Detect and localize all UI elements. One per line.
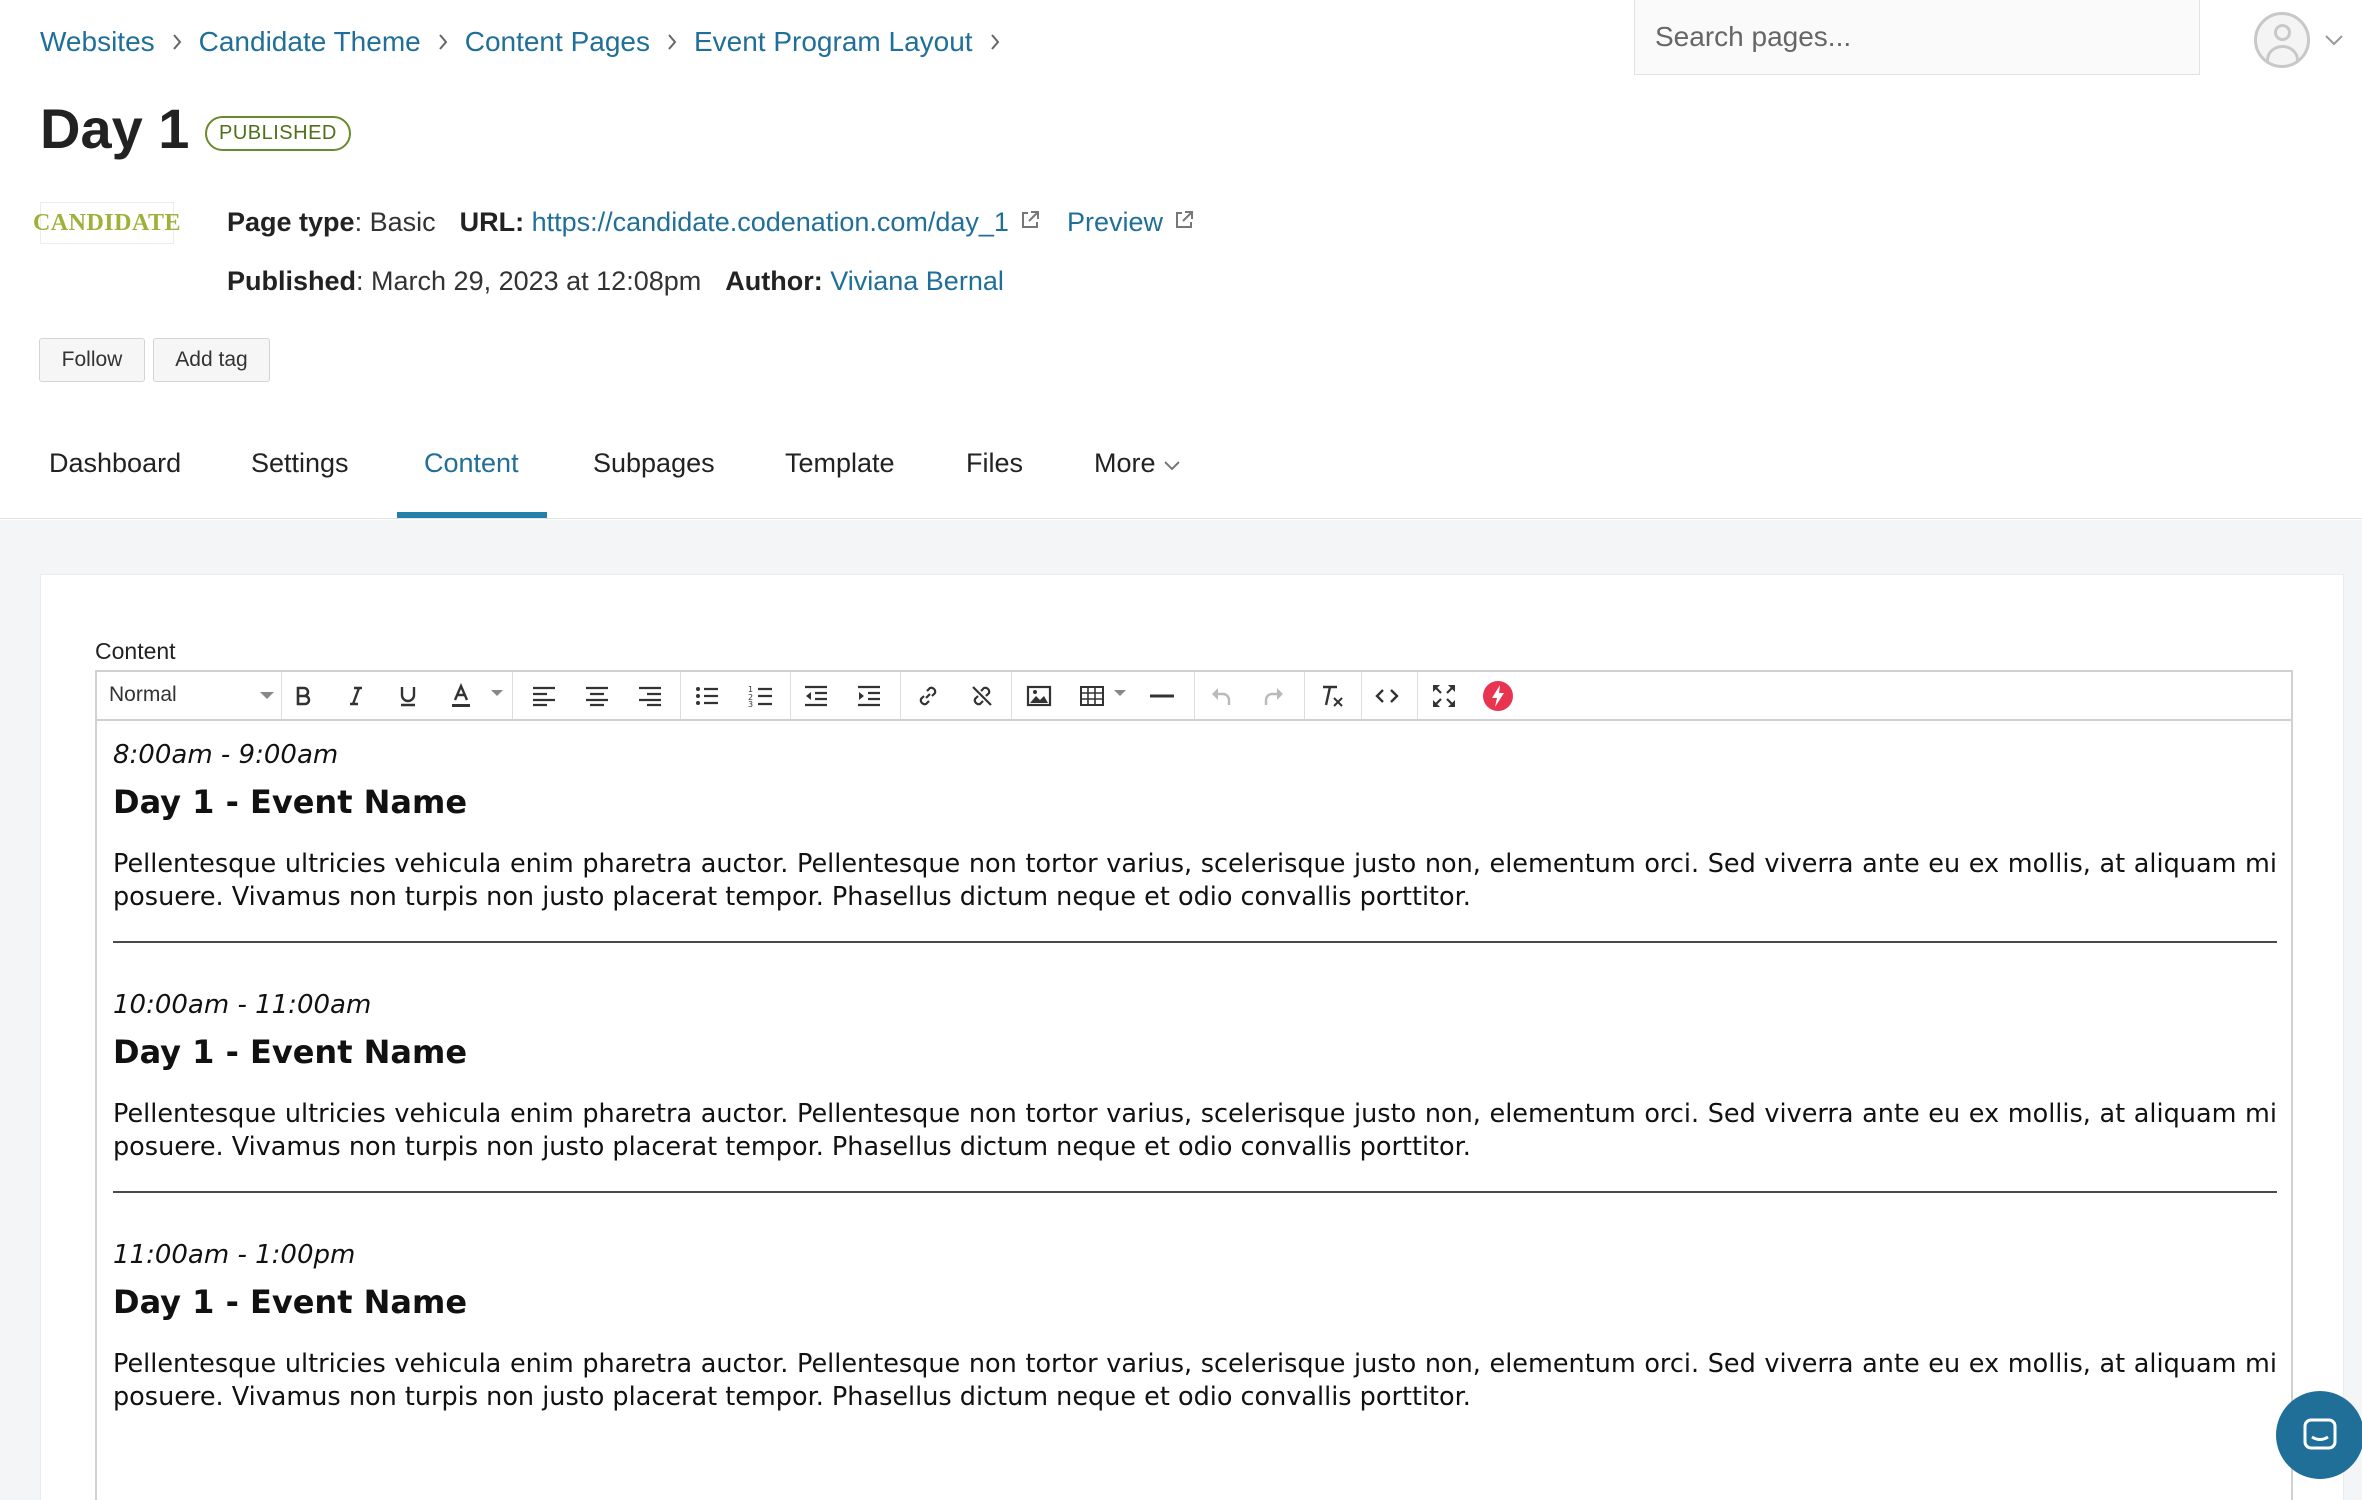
add-tag-button[interactable]: Add tag (153, 338, 270, 382)
link-icon[interactable] (909, 678, 947, 714)
breadcrumb-websites[interactable]: Websites (40, 26, 155, 57)
horizontal-rule-icon[interactable] (1143, 678, 1181, 714)
published-value: March 29, 2023 at 12:08pm (371, 266, 702, 296)
tab-template[interactable]: Template (785, 448, 895, 478)
chevron-down-icon (1163, 459, 1181, 471)
event-title: Day 1 - Event Name (113, 1033, 468, 1071)
align-left-icon[interactable] (525, 678, 563, 714)
rich-text-editor[interactable] (95, 670, 2293, 1500)
tab-settings[interactable]: Settings (251, 448, 349, 478)
event-description: Pellentesque ultricies vehicula enim pharetra auctor. Pellentesque non tortor varius, scelerisque justo non, elementum orci. Sed viverra ante eu ex mollis, at aliquam mi posuere. Vivamus non turpis non justo placerat tempor. Phasellus dictum neque et odio convallis porttitor. (113, 1099, 2277, 1162)
tab-more-label: More (1094, 448, 1156, 478)
chevron-right-icon (666, 33, 678, 51)
tab-subpages[interactable]: Subpages (593, 448, 715, 478)
chevron-right-icon (989, 33, 1001, 51)
undo-icon[interactable] (1202, 678, 1240, 714)
divider (113, 1191, 2277, 1193)
chat-launcher[interactable] (2276, 1391, 2362, 1479)
external-link-icon[interactable] (1019, 207, 1041, 238)
preview-link[interactable]: Preview (1066, 207, 1163, 237)
image-icon[interactable] (1020, 678, 1058, 714)
format-select-value: Normal (109, 683, 177, 706)
tab-bar (0, 430, 2362, 519)
chat-icon (2300, 1415, 2340, 1455)
svg-text:1: 1 (748, 685, 754, 694)
format-select[interactable] (109, 676, 274, 714)
bulleted-list-icon[interactable] (688, 678, 726, 714)
tab-files[interactable]: Files (966, 448, 1024, 478)
page-type-label: Page type (227, 207, 355, 237)
external-link-icon[interactable] (1173, 207, 1195, 238)
breadcrumb-candidate-theme[interactable]: Candidate Theme (198, 26, 421, 57)
author-label: Author: (725, 266, 823, 296)
outdent-icon[interactable] (797, 678, 835, 714)
page-url-link[interactable]: https://candidate.codenation.com/day_1 (531, 207, 1009, 237)
page-meta-row: Published : March 29, 2023 at 12:08pm Author: Viviana Bernal (227, 266, 1004, 296)
tab-dashboard[interactable]: Dashboard (49, 448, 182, 478)
chevron-right-icon (437, 33, 449, 51)
site-logo: CANDIDATE (40, 202, 174, 244)
url-label: URL: (459, 207, 525, 237)
table-icon[interactable] (1073, 678, 1111, 714)
source-code-icon[interactable] (1368, 678, 1406, 714)
bold-icon[interactable] (284, 678, 322, 714)
indent-icon[interactable] (850, 678, 888, 714)
fullscreen-icon[interactable] (1425, 678, 1463, 714)
editor-toolbar (97, 672, 2291, 721)
tab-more[interactable] (1094, 448, 1181, 479)
event-title: Day 1 - Event Name (113, 1283, 468, 1321)
italic-icon[interactable] (337, 678, 375, 714)
divider (113, 941, 2277, 943)
tab-content[interactable]: Content (424, 448, 519, 478)
search-input[interactable] (1634, 0, 2200, 75)
author-link[interactable]: Viviana Bernal (830, 266, 1004, 296)
chevron-down-icon (2324, 33, 2344, 47)
align-center-icon[interactable] (578, 678, 616, 714)
published-label: Published (227, 266, 357, 296)
align-right-icon[interactable] (631, 678, 669, 714)
breadcrumb-event-program-layout[interactable]: Event Program Layout (693, 26, 973, 57)
breadcrumb (40, 26, 1017, 58)
user-menu[interactable] (2254, 12, 2344, 68)
status-badge: PUBLISHED (205, 116, 351, 151)
event-time: 10:00am - 11:00am (113, 990, 372, 1020)
follow-button[interactable]: Follow (39, 338, 145, 382)
event-time: 8:00am - 9:00am (113, 740, 339, 770)
event-title: Day 1 - Event Name (113, 783, 468, 821)
chevron-right-icon (171, 33, 183, 51)
content-field-label: Content (95, 638, 176, 664)
event-time: 11:00am - 1:00pm (113, 1240, 356, 1270)
breadcrumb-content-pages[interactable]: Content Pages (464, 26, 650, 57)
avatar[interactable] (2254, 12, 2310, 68)
event-description: Pellentesque ultricies vehicula enim pharetra auctor. Pellentesque non tortor varius, scelerisque justo non, elementum orci. Sed viverra ante eu ex mollis, at aliquam mi posuere. Vivamus non turpis non justo placerat tempor. Phasellus dictum neque et odio convallis porttitor. (113, 1349, 2277, 1412)
unlink-icon[interactable] (963, 678, 1001, 714)
power-icon[interactable] (1479, 678, 1517, 714)
svg-text:3: 3 (748, 700, 754, 708)
page-meta-row: Page type : Basic URL: https://candidate.codenation.com/day_1 Preview (227, 207, 1195, 238)
active-tab-indicator (397, 512, 547, 518)
redo-icon[interactable] (1255, 678, 1293, 714)
event-description: Pellentesque ultricies vehicula enim pharetra auctor. Pellentesque non tortor varius, scelerisque justo non, elementum orci. Sed viverra ante eu ex mollis, at aliquam mi posuere. Vivamus non turpis non justo placerat tempor. Phasellus dictum neque et odio convallis porttitor. (113, 849, 2277, 912)
svg-text:2: 2 (748, 693, 754, 702)
text-color-icon[interactable] (442, 678, 480, 714)
page-title: Day 1 (40, 97, 190, 160)
page-type-value: Basic (369, 207, 436, 237)
underline-icon[interactable] (389, 678, 427, 714)
clear-formatting-icon[interactable] (1312, 678, 1350, 714)
numbered-list-icon[interactable] (742, 678, 780, 714)
